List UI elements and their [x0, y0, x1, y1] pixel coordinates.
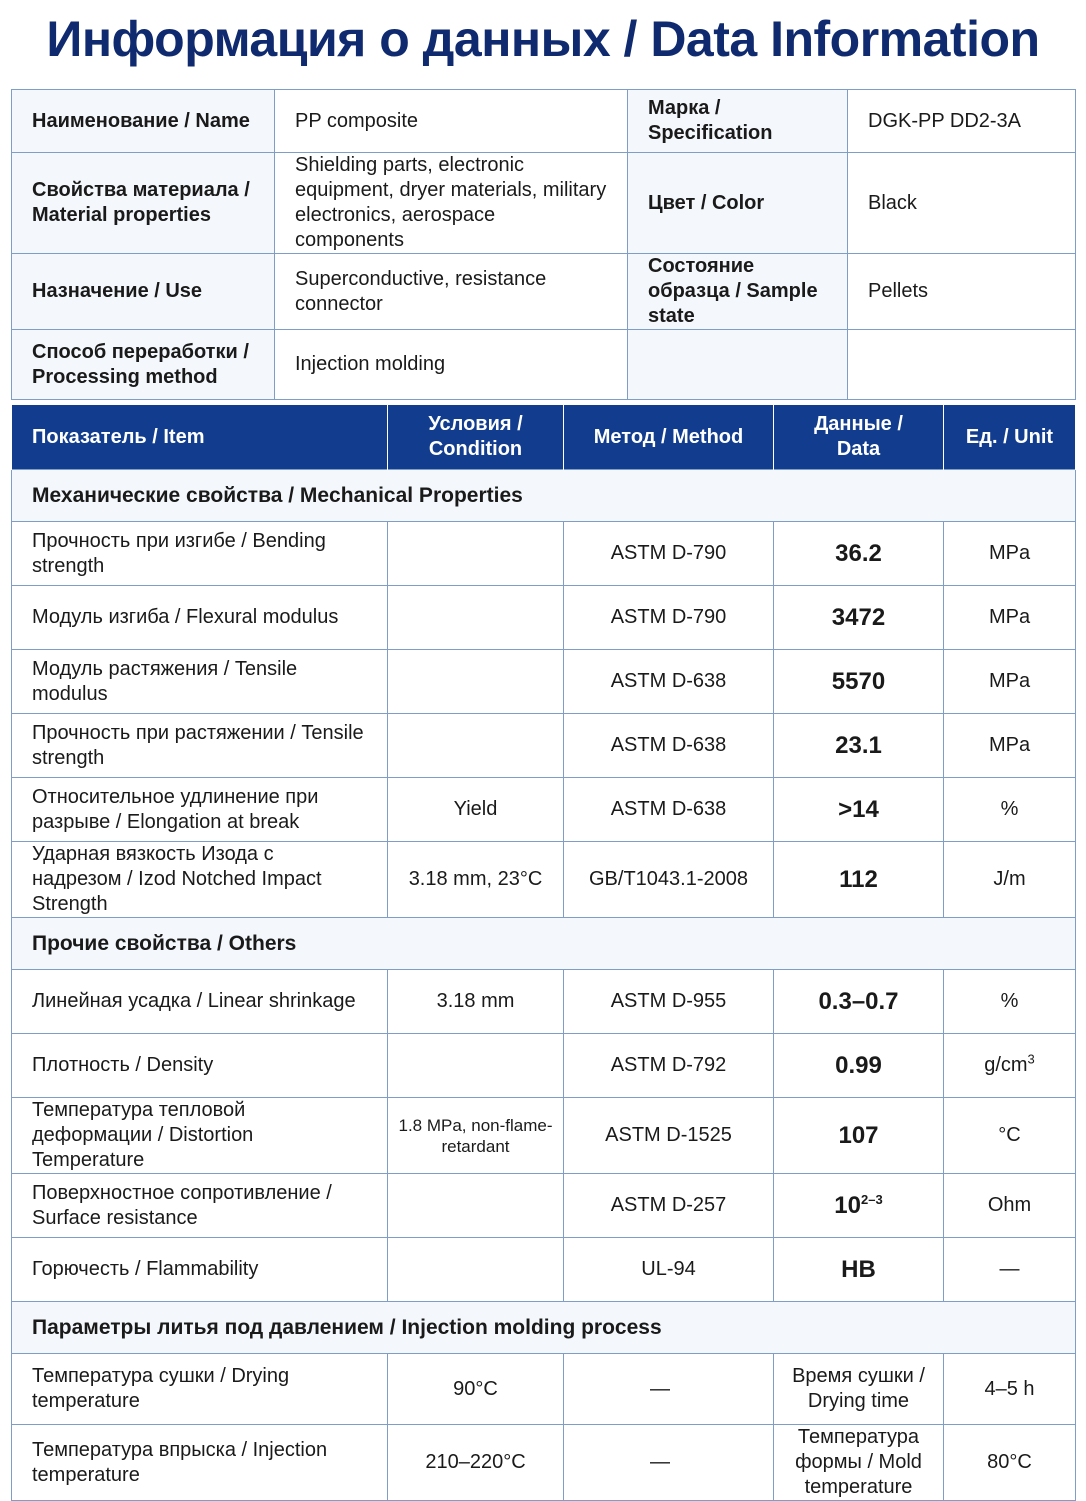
row-unit: MPa — [944, 586, 1076, 650]
row-value: 36.2 — [774, 522, 944, 586]
header-item: Показатель / Item — [12, 405, 388, 470]
row-value2: 80°C — [944, 1425, 1076, 1501]
row-method: ASTM D-790 — [564, 586, 774, 650]
row-item: Поверхностное сопротивление / Surface resistance — [12, 1174, 388, 1238]
row-value: >14 — [774, 778, 944, 842]
section-title: Параметры литья под давлением / Injection molding process — [12, 1302, 1076, 1354]
row-item: Модуль изгиба / Flexural modulus — [12, 586, 388, 650]
table-row — [12, 778, 1076, 842]
dash-text: — — [650, 1451, 670, 1473]
row-value: HB — [774, 1238, 944, 1302]
section-row — [12, 1302, 1076, 1354]
row-condition: 3.18 mm — [388, 970, 564, 1034]
row-item2: Температура формы / Mold temperature — [774, 1425, 944, 1501]
unit-superscript: 3 — [1027, 1051, 1035, 1067]
row-item2: Время сушки / Drying time — [774, 1354, 944, 1425]
table-row — [12, 714, 1076, 778]
row-unit: J/m — [944, 842, 1076, 918]
row-value: 0.3–0.7 — [774, 970, 944, 1034]
info-row — [12, 330, 1076, 400]
row-item: Температура сушки / Drying temperature — [12, 1354, 388, 1425]
row-method: ASTM D-1525 — [564, 1098, 774, 1174]
row-item: Горючесть / Flammability — [12, 1238, 388, 1302]
info-key: Состояние образца / Sample state — [628, 254, 848, 330]
row-value: 90°C — [388, 1354, 564, 1425]
section-row — [12, 918, 1076, 970]
info-key: Марка / Specification — [628, 90, 848, 153]
info-row — [12, 153, 1076, 254]
table-row — [12, 970, 1076, 1034]
row-condition — [388, 1034, 564, 1098]
row-method: ASTM D-257 — [564, 1174, 774, 1238]
info-value: Shielding parts, electronic equipment, dryer materials, military electronics, aerospace components — [275, 153, 628, 254]
info-key: Цвет / Color — [628, 153, 848, 254]
row-value2: 4–5 h — [944, 1354, 1076, 1425]
info-key: Назначение / Use — [12, 254, 275, 330]
row-unit: MPa — [944, 714, 1076, 778]
info-row — [12, 254, 1076, 330]
row-unit: MPa — [944, 522, 1076, 586]
row-method: ASTM D-792 — [564, 1034, 774, 1098]
table-row — [12, 522, 1076, 586]
row-value: 3472 — [774, 586, 944, 650]
section-row — [12, 470, 1076, 522]
table-row — [12, 586, 1076, 650]
row-value: 107 — [774, 1098, 944, 1174]
row-method: GB/T1043.1-2008 — [564, 842, 774, 918]
info-key: Свойства материала / Material properties — [12, 153, 275, 254]
row-item: Прочность при изгибе / Bending strength — [12, 522, 388, 586]
row-method: ASTM D-790 — [564, 522, 774, 586]
info-value — [848, 330, 1076, 400]
row-dash — [564, 1425, 774, 1501]
row-unit: °C — [944, 1098, 1076, 1174]
row-condition: 1.8 MPa, non-flame-retardant — [388, 1098, 564, 1174]
row-value: 210–220°C — [388, 1425, 564, 1501]
info-value: Pellets — [848, 254, 1076, 330]
table-row — [12, 1098, 1076, 1174]
table-row — [12, 650, 1076, 714]
table-row — [12, 842, 1076, 918]
info-value: Black — [848, 153, 1076, 254]
info-value: DGK-PP DD2-3A — [848, 90, 1076, 153]
row-condition: Yield — [388, 778, 564, 842]
row-condition — [388, 1238, 564, 1302]
table-row — [12, 1425, 1076, 1501]
row-condition — [388, 586, 564, 650]
unit-text: g/cm — [984, 1054, 1028, 1076]
row-unit: % — [944, 778, 1076, 842]
row-method: ASTM D-638 — [564, 714, 774, 778]
row-item: Прочность при растяжении / Tensile strength — [12, 714, 388, 778]
table-row — [12, 1354, 1076, 1425]
header-data: Данные / Data — [774, 405, 944, 470]
table-header — [12, 405, 1076, 470]
page-title: Информация о данных / Data Information — [46, 11, 1040, 67]
row-value: 112 — [774, 842, 944, 918]
section-title: Прочие свойства / Others — [12, 918, 1076, 970]
row-unit — [944, 1034, 1076, 1098]
properties-table — [11, 404, 1076, 1501]
row-unit: Ohm — [944, 1174, 1076, 1238]
info-table — [11, 89, 1076, 400]
row-value — [774, 1174, 944, 1238]
row-item: Линейная усадка / Linear shrinkage — [12, 970, 388, 1034]
row-dash — [564, 1354, 774, 1425]
row-value: 23.1 — [774, 714, 944, 778]
header-condition: Условия / Condition — [388, 405, 564, 470]
row-item: Ударная вязкость Изода с надрезом / Izod Notched Impact Strength — [12, 842, 388, 918]
section-title: Механические свойства / Mechanical Properties — [12, 470, 1076, 522]
row-method: ASTM D-638 — [564, 778, 774, 842]
row-item: Температура тепловой деформации / Distortion Temperature — [12, 1098, 388, 1174]
info-row — [12, 90, 1076, 153]
row-method: ASTM D-638 — [564, 650, 774, 714]
table-row — [12, 1174, 1076, 1238]
row-condition — [388, 522, 564, 586]
info-key: Наименование / Name — [12, 90, 275, 153]
row-item: Плотность / Density — [12, 1034, 388, 1098]
info-key: Способ переработки / Processing method — [12, 330, 275, 400]
row-item: Температура впрыска / Injection temperature — [12, 1425, 388, 1501]
row-condition — [388, 650, 564, 714]
table-row — [12, 1034, 1076, 1098]
info-value: Superconductive, resistance connector — [275, 254, 628, 330]
row-value: 0.99 — [774, 1034, 944, 1098]
table-row — [12, 1238, 1076, 1302]
value-base: 10 — [834, 1192, 861, 1219]
row-item: Относительное удлинение при разрыве / Elongation at break — [12, 778, 388, 842]
dash-text: — — [650, 1377, 670, 1400]
info-value: Injection molding — [275, 330, 628, 400]
row-method: ASTM D-955 — [564, 970, 774, 1034]
row-condition: 3.18 mm, 23°C — [388, 842, 564, 918]
row-value: 5570 — [774, 650, 944, 714]
row-condition — [388, 714, 564, 778]
header-unit: Ед. / Unit — [944, 405, 1076, 470]
info-key — [628, 330, 848, 400]
row-unit: % — [944, 970, 1076, 1034]
info-value: PP composite — [275, 90, 628, 153]
value-exponent: 2–3 — [861, 1192, 883, 1207]
header-method: Метод / Method — [564, 405, 774, 470]
row-unit: — — [944, 1238, 1076, 1302]
row-method: UL-94 — [564, 1238, 774, 1302]
row-unit: MPa — [944, 650, 1076, 714]
row-item: Модуль растяжения / Tensile modulus — [12, 650, 388, 714]
row-condition — [388, 1174, 564, 1238]
